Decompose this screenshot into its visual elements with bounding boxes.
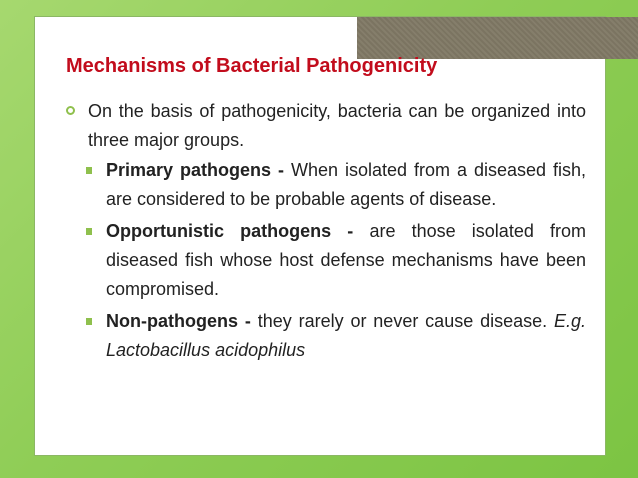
square-bullet-icon [86,228,92,235]
list-item [66,307,586,365]
group-term: Primary pathogens - [106,160,284,180]
ring-bullet-icon [66,106,75,115]
group-description: they rarely or never cause disease. [250,311,554,331]
group-term: Non-pathogens - [106,311,251,331]
square-bullet-icon [86,167,92,174]
square-bullet-icon [86,318,92,325]
intro-text: On the basis of pathogenicity, bacteria can be organized into three major groups. [88,101,586,150]
group-description: When isolated from a diseased fish, are considered to be probable agents of disease. [106,160,586,209]
list-item [66,156,586,214]
intro-paragraph [66,97,586,155]
slide-content [66,97,586,368]
slide-title: Mechanisms of Bacterial Pathogenicity [66,55,438,77]
list-item [66,217,586,304]
decorative-header-bar [357,17,638,59]
group-description: are those isolated from diseased fish whose host defense mechanisms have been compromised. [106,221,586,299]
group-term: Opportunistic pathogens - [106,221,354,241]
group-example: E.g. Lactobacillus acidophilus [106,311,586,360]
